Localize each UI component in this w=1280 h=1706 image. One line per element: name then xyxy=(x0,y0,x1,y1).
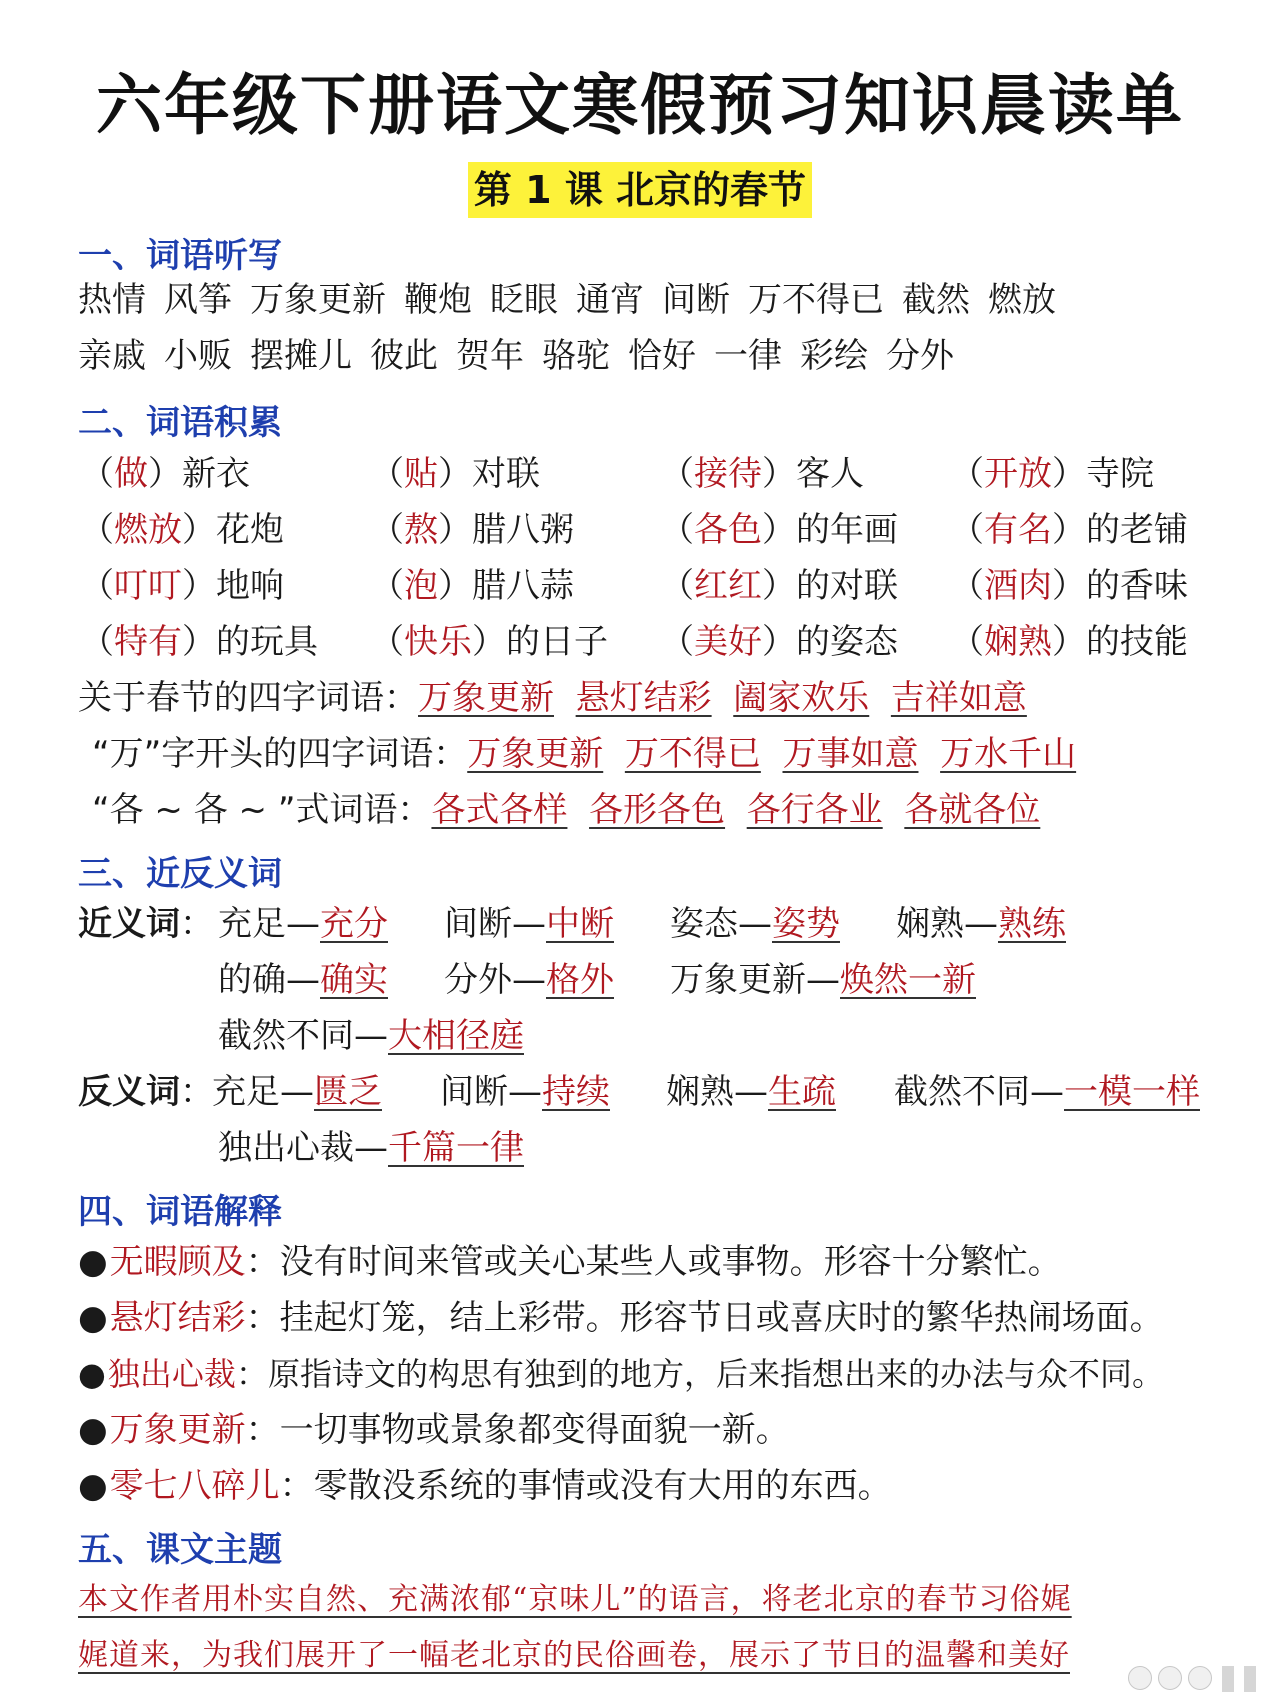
dictation-word: 热情 xyxy=(78,280,146,320)
dictation-word: 彩绘 xyxy=(800,336,868,376)
synonym-label: 近义词 xyxy=(78,904,180,944)
lesson-heading: 第 1 课 北京的春节 xyxy=(468,162,812,218)
fill-item: （特有）的玩具 xyxy=(80,622,318,662)
dictation-word: 燃放 xyxy=(988,280,1056,320)
fill-item: （泡）腊八蒜 xyxy=(370,566,574,606)
synonym-pair: 万象更新—焕然一新 xyxy=(670,960,976,1000)
page-title: 六年级下册语文寒假预习知识晨读单 xyxy=(96,67,1184,144)
antonym-label: 反义词 xyxy=(78,1072,180,1112)
section-heading-definitions: 四、词语解释 xyxy=(78,1192,282,1232)
fill-item: （娴熟）的技能 xyxy=(950,622,1188,662)
dictation-word: 恰好 xyxy=(628,336,696,376)
fill-item: （有名）的老铺 xyxy=(950,510,1188,550)
watermark-dots xyxy=(1128,1666,1256,1692)
dictation-word: 小贩 xyxy=(164,336,232,376)
fill-item: （红红）的对联 xyxy=(660,566,898,606)
dictation-word: 眨眼 xyxy=(490,280,558,320)
dictation-line-2 xyxy=(78,334,972,378)
section-heading-dictation: 一、词语听写 xyxy=(78,236,282,276)
dictation-word: 截然 xyxy=(902,280,970,320)
antonym-pair: 间断—持续 xyxy=(440,1072,610,1112)
dictation-word: 亲戚 xyxy=(78,336,146,376)
watermark-bar xyxy=(1244,1666,1256,1692)
definition-item: ●零七八碎儿：零散没系统的事情或没有大用的东西。 xyxy=(78,1466,892,1506)
four-char-line-wan: “万”字开头的四字词语：万象更新 万不得已 万事如意 万水千山 xyxy=(92,734,1077,774)
fill-item: （快乐）的日子 xyxy=(370,622,608,662)
dictation-word: 万不得已 xyxy=(748,280,884,320)
four-char-line-spring: 关于春节的四字词语：万象更新 悬灯结彩 阖家欢乐 吉祥如意 xyxy=(78,678,1027,718)
watermark-bar xyxy=(1222,1666,1234,1692)
fill-item: （各色）的年画 xyxy=(660,510,898,550)
definition-item: ●万象更新：一切事物或景象都变得面貌一新。 xyxy=(78,1410,790,1450)
definition-item: ●独出心裁：原指诗文的构思有独到的地方，后来指想出来的办法与众不同。 xyxy=(78,1355,1164,1393)
dictation-word: 鞭炮 xyxy=(404,280,472,320)
synonym-pair: 分外—格外 xyxy=(444,960,614,1000)
fill-item: （贴）对联 xyxy=(370,454,540,494)
synonym-pair: 间断—中断 xyxy=(444,904,614,944)
section-heading-theme: 五、课文主题 xyxy=(78,1530,282,1570)
dictation-word: 通宵 xyxy=(576,280,644,320)
watermark-dot xyxy=(1158,1666,1182,1690)
synonym-row-1: 近义词： xyxy=(78,904,214,944)
antonym-pair: 娴熟—生疏 xyxy=(666,1072,836,1112)
dictation-line-1 xyxy=(78,278,1074,322)
fill-item: （燃放）花炮 xyxy=(80,510,284,550)
definition-item: ●悬灯结彩：挂起灯笼，结上彩带。形容节日或喜庆时的繁华热闹场面。 xyxy=(78,1298,1164,1338)
dictation-word: 贺年 xyxy=(456,336,524,376)
theme-line-2: 娓道来，为我们展开了一幅老北京的民俗画卷，展示了节日的温馨和美好 xyxy=(78,1638,1070,1673)
section-heading-synonyms: 三、近反义词 xyxy=(78,854,282,894)
synonym-pair: 充足—充分 xyxy=(218,904,388,944)
antonym-row-1: 反义词： xyxy=(78,1072,214,1112)
dictation-word: 间断 xyxy=(662,280,730,320)
theme-line-1: 本文作者用朴实自然、充满浓郁“京味儿”的语言，将老北京的春节习俗娓 xyxy=(78,1582,1072,1617)
dictation-word: 摆摊儿 xyxy=(250,336,352,376)
antonym-pair: 充足—匮乏 xyxy=(212,1072,382,1112)
synonym-pair: 截然不同—大相径庭 xyxy=(218,1016,524,1056)
fill-item: （接待）客人 xyxy=(660,454,864,494)
dictation-word: 万象更新 xyxy=(250,280,386,320)
dictation-word: 一律 xyxy=(714,336,782,376)
dictation-word: 彼此 xyxy=(370,336,438,376)
four-char-line-ge: “各 ~ 各 ~ ”式词语：各式各样 各形各色 各行各业 各就各位 xyxy=(92,790,1041,830)
fill-item: （熬）腊八粥 xyxy=(370,510,574,550)
fill-item: （酒肉）的香味 xyxy=(950,566,1188,606)
watermark-dot xyxy=(1128,1666,1152,1690)
fill-item: （开放）寺院 xyxy=(950,454,1154,494)
watermark-dot xyxy=(1188,1666,1212,1690)
dictation-word: 风筝 xyxy=(164,280,232,320)
antonym-pair: 截然不同—一模一样 xyxy=(894,1072,1200,1112)
fill-item: （做）新衣 xyxy=(80,454,250,494)
fill-item: （美好）的姿态 xyxy=(660,622,898,662)
dictation-word: 分外 xyxy=(886,336,954,376)
synonym-pair: 姿态—姿势 xyxy=(670,904,840,944)
definition-item: ●无暇顾及：没有时间来管或关心某些人或事物。形容十分繁忙。 xyxy=(78,1242,1062,1282)
section-heading-accumulation: 二、词语积累 xyxy=(78,403,282,443)
antonym-pair: 独出心裁—千篇一律 xyxy=(218,1128,524,1168)
fill-item: （叮叮）地响 xyxy=(80,566,284,606)
synonym-pair: 的确—确实 xyxy=(218,960,388,1000)
synonym-pair: 娴熟—熟练 xyxy=(896,904,1066,944)
dictation-word: 骆驼 xyxy=(542,336,610,376)
